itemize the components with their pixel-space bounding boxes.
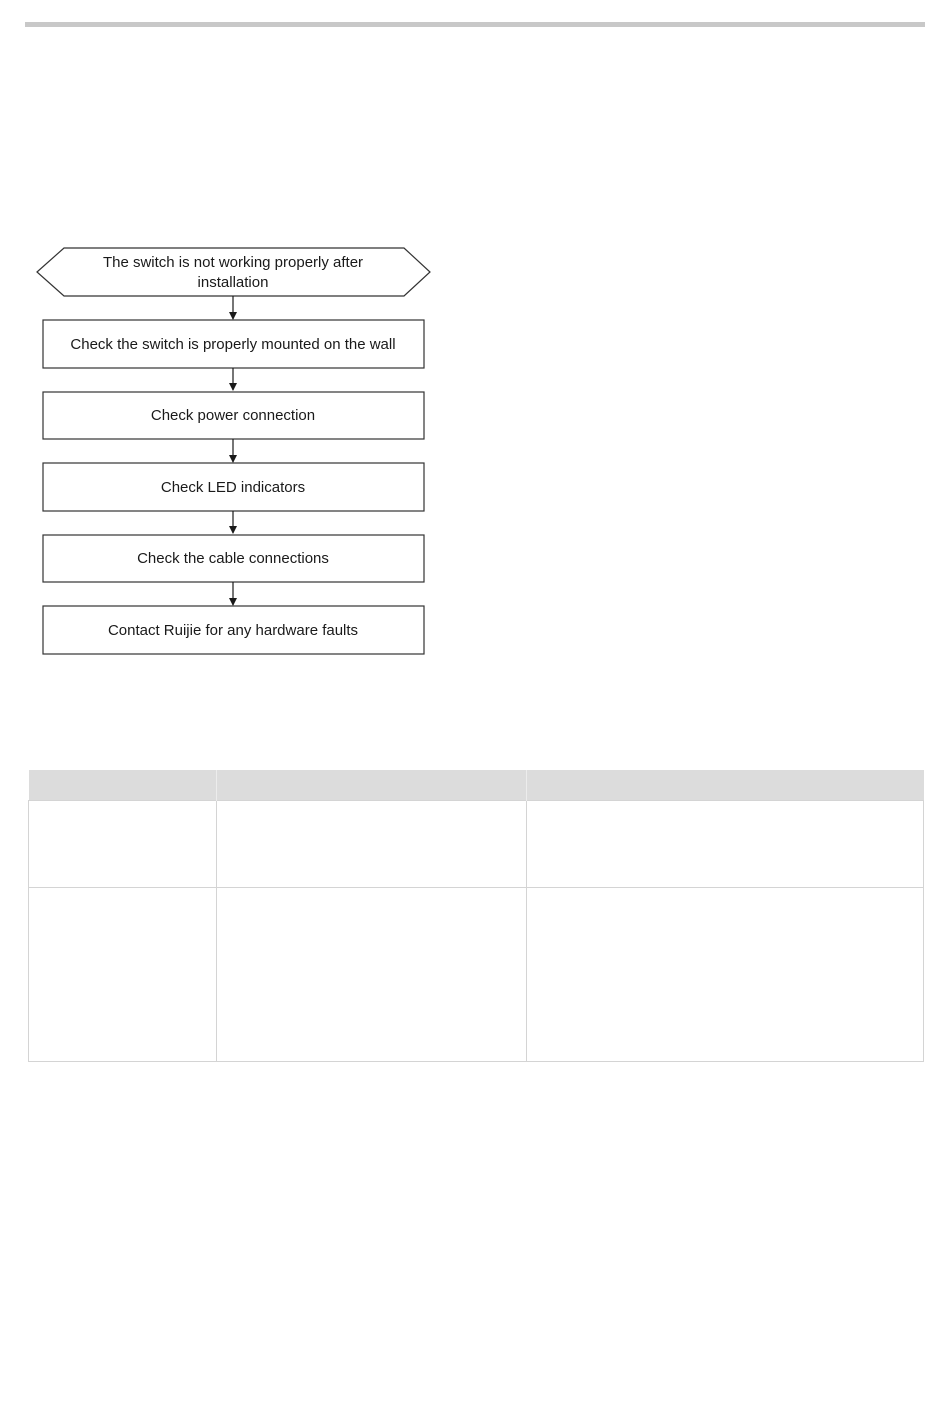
flow-step-label: Check the switch is properly mounted on the wall [70, 336, 396, 353]
flow-step-label: Contact Ruijie for any hardware faults [107, 622, 359, 639]
table-header-cell [29, 770, 217, 801]
flow-step-led [43, 463, 424, 511]
table-header-row [29, 770, 924, 801]
table-header-cell [217, 770, 527, 801]
table-cell [217, 801, 527, 888]
table-cell [29, 801, 217, 888]
flow-start-line1: The switch is not working properly after [102, 254, 364, 271]
flow-step-label: Check the cable connections [137, 550, 329, 567]
flow-start-line2: installation [197, 274, 269, 291]
table-cell [29, 888, 217, 1062]
table-header-cell [527, 770, 924, 801]
table-cell [527, 888, 924, 1062]
table-row [29, 888, 924, 1062]
troubleshooting-table [28, 770, 924, 1062]
flow-step-contact [43, 606, 424, 654]
table-cell [527, 801, 924, 888]
flow-step-power [43, 392, 424, 439]
flow-step-label: Check LED indicators [160, 479, 306, 496]
table-cell [217, 888, 527, 1062]
flow-start-node [37, 248, 430, 296]
flow-step-cables [43, 535, 424, 582]
flow-step-label: Check power connection [150, 407, 316, 424]
table-row [29, 801, 924, 888]
flow-step-mounting [43, 320, 424, 368]
troubleshooting-flowchart [0, 0, 950, 700]
